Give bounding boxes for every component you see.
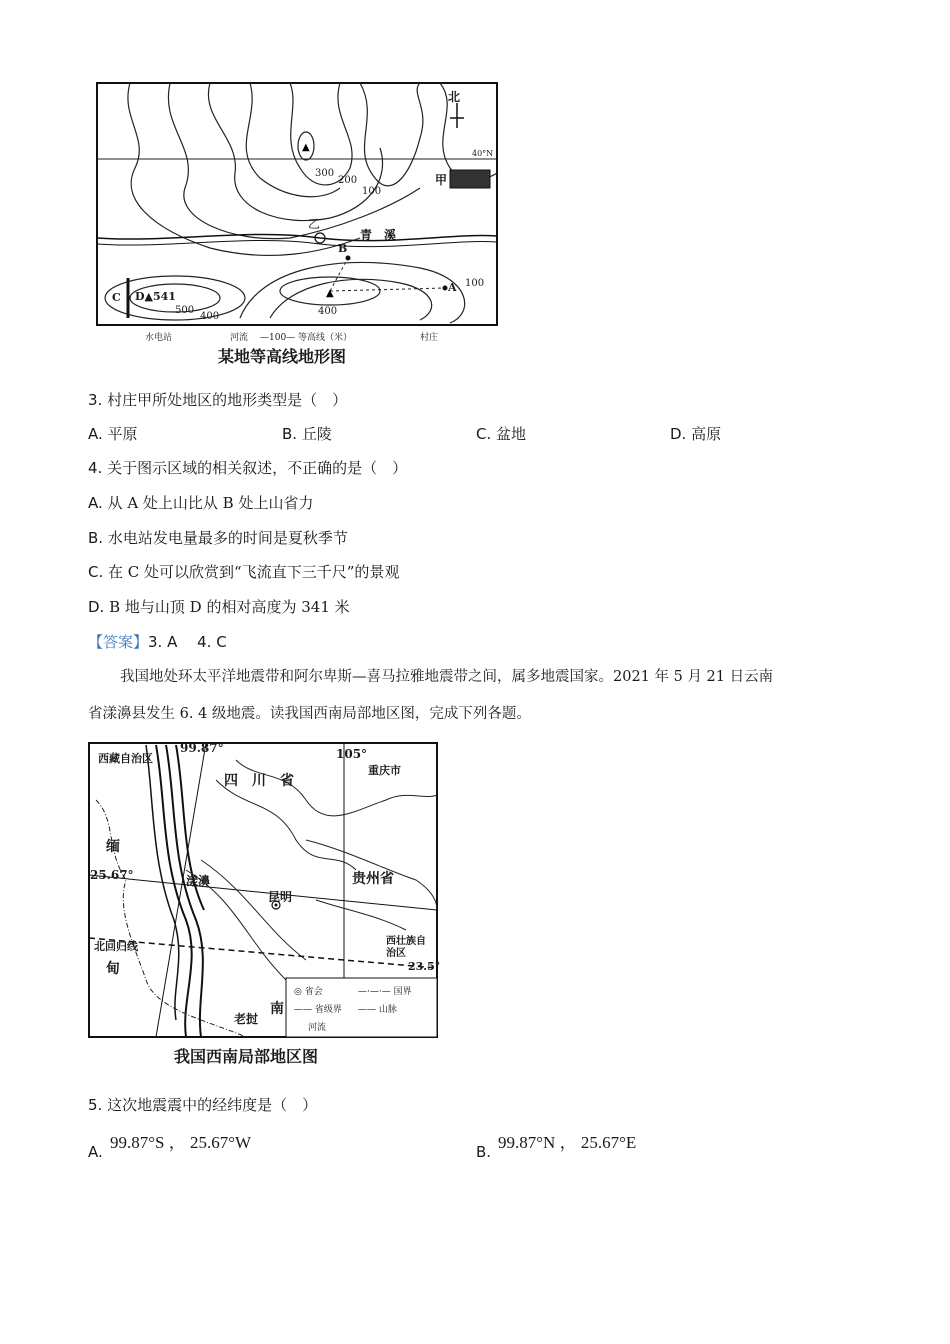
river-label: 青 溪	[360, 228, 397, 242]
answer-line	[88, 632, 227, 652]
legend-mountain: —— 山脉	[358, 1005, 397, 1015]
question-4-option-b[interactable]	[88, 528, 348, 548]
legend-hydro: 水电站	[145, 333, 173, 343]
question-4-text: 关于图示区域的相关叙述，不正确的是（ ）	[107, 459, 408, 477]
option-letter: A.	[88, 1143, 103, 1161]
question-5-option-a[interactable]	[88, 1128, 448, 1162]
label-vietnam: 南	[270, 1001, 284, 1017]
label-tibet: 西藏自治区	[98, 752, 153, 765]
question-3-number: 3.	[88, 391, 103, 409]
contour-100-right-label: 100	[465, 278, 485, 289]
option-letter: D.	[670, 425, 687, 443]
contour-100-label: 100	[362, 186, 382, 197]
question-5-text: 这次地震震中的经纬度是（ ）	[107, 1096, 318, 1114]
point-a-label: A	[448, 281, 457, 294]
legend-capital: ◎ 省会	[294, 987, 323, 997]
option-text: 99.87°S ， 25.67°W	[110, 1133, 252, 1152]
point-c-label: C	[112, 291, 121, 304]
question-5-number: 5.	[88, 1096, 103, 1114]
label-lat-25-67: 25.67°	[90, 868, 134, 882]
north-label: 北	[448, 90, 461, 104]
legend-province: —— 省级界	[294, 1005, 342, 1015]
contour-map-figure	[90, 78, 502, 368]
question-3-option-c[interactable]	[476, 424, 526, 444]
label-lon-105: 105°	[336, 747, 368, 761]
label-myanmar-1: 缅	[106, 839, 120, 855]
question-4-option-a[interactable]	[88, 493, 313, 513]
label-laos: 老挝	[234, 1012, 259, 1026]
answer-text: 3. A 4. C	[148, 633, 227, 651]
option-text: 高原	[691, 425, 722, 443]
legend-contour: —100— 等高线（米）	[260, 333, 353, 343]
contour-400-mid-label: 400	[318, 306, 338, 317]
option-letter: A.	[88, 425, 103, 443]
question-3-text: 村庄甲所处地区的地形类型是（ ）	[107, 391, 348, 409]
label-sichuan: 四 川 省	[224, 773, 294, 789]
question-4-number: 4.	[88, 459, 103, 477]
village-jia-label: 甲	[435, 173, 448, 187]
label-chongqing: 重庆市	[368, 764, 401, 777]
southwest-china-map-figure	[86, 740, 442, 1072]
option-text: 盆地	[496, 425, 527, 443]
option-letter: B.	[88, 529, 104, 547]
option-letter: A.	[88, 494, 103, 512]
label-myanmar-2: 甸	[106, 961, 120, 977]
option-letter: B.	[476, 1143, 492, 1161]
contour-300-label: 300	[315, 168, 335, 179]
option-text: 在 C 处可以欣赏到“飞流直下三千尺”的景观	[108, 563, 400, 581]
passage-line-2: 省漾濞县发生 6. 4 级地震。读我国西南局部地区图，完成下列各题。	[88, 706, 531, 722]
label-yangbi: 漾濞	[186, 874, 211, 888]
label-lat-23-5: 23.5°	[408, 960, 441, 973]
option-text: B 地与山顶 D 的相对高度为 341 米	[109, 598, 350, 616]
svg-text:▲: ▲	[326, 288, 334, 299]
label-guizhou: 贵州省	[352, 871, 394, 887]
latitude-label: 40°N	[472, 149, 494, 158]
contour-map	[90, 78, 502, 368]
question-4-option-c[interactable]	[88, 562, 399, 582]
label-kunming: 昆明	[268, 890, 293, 904]
label-tropic: 北回归线	[94, 940, 138, 953]
option-text: 从 A 处上山比从 B 处上山省力	[107, 494, 314, 512]
option-letter: D.	[88, 598, 105, 616]
label-lon-99-87: 99.87°	[180, 741, 224, 755]
question-3-option-a[interactable]	[88, 424, 138, 444]
option-letter: B.	[282, 425, 298, 443]
contour-200-label: 200	[338, 175, 358, 186]
option-text: 水电站发电量最多的时间是夏秋季节	[107, 529, 348, 547]
question-5-option-b[interactable]	[476, 1128, 836, 1162]
village-jia-symbol	[450, 170, 490, 188]
question-3-option-d[interactable]	[670, 424, 721, 444]
answer-tag: 【答案】	[88, 633, 149, 651]
option-text: 平原	[107, 425, 138, 443]
option-letter: C.	[476, 425, 492, 443]
option-letter: C.	[88, 563, 104, 581]
question-4	[88, 458, 407, 478]
svg-text:▲: ▲	[302, 142, 310, 153]
legend-river: 河流	[308, 1023, 327, 1033]
legend-river: 河流	[230, 333, 249, 343]
legend-border: —·—·— 国界	[358, 987, 412, 997]
legend-village: 村庄	[420, 333, 439, 343]
peak-d-label: D▲541	[135, 290, 176, 303]
option-text: 99.87°N ， 25.67°E	[498, 1133, 637, 1152]
option-text: 丘陵	[301, 425, 332, 443]
figure2-caption: 我国西南局部地区图	[174, 1047, 319, 1066]
figure1-caption: 某地等高线地形图	[218, 347, 347, 366]
question-4-option-d[interactable]	[88, 597, 350, 617]
question-5	[88, 1095, 317, 1115]
question-3	[88, 390, 347, 410]
passage-line-1: 我国地处环太平洋地震带和阿尔卑斯—喜马拉雅地震带之间，属多地震国家。2021 年 5 月 21 日云南	[120, 669, 774, 685]
contour-400-left-label: 400	[200, 311, 220, 322]
question-3-option-b[interactable]	[282, 424, 332, 444]
yi-label: 乙	[308, 217, 321, 231]
contour-500-label: 500	[175, 305, 195, 316]
point-b-label: B	[338, 242, 348, 255]
label-guangxi: 西壮族自治区	[386, 936, 426, 959]
